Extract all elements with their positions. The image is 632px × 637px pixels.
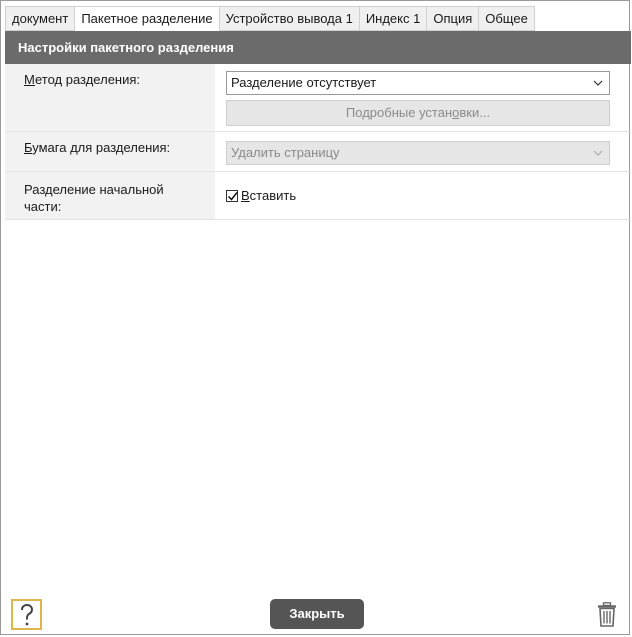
section-header: Настройки пакетного разделения xyxy=(5,31,631,64)
tab-output-device-1[interactable]: Устройство вывода 1 xyxy=(220,6,360,31)
help-button[interactable] xyxy=(11,599,42,630)
split-paper-row xyxy=(5,132,631,172)
question-mark-icon xyxy=(17,603,37,627)
checkmark-icon xyxy=(226,189,240,203)
split-paper-label xyxy=(24,139,204,156)
insert-checkbox-label[interactable] xyxy=(241,188,296,203)
chevron-down-icon xyxy=(591,72,605,94)
tab-general[interactable]: Общее xyxy=(479,6,535,31)
start-split-label: Разделение начальной части: xyxy=(24,182,164,214)
tab-index-1[interactable]: Индекс 1 xyxy=(360,6,428,31)
label-cell xyxy=(5,64,215,131)
chevron-down-icon xyxy=(591,142,605,164)
close-button[interactable]: Закрыть xyxy=(270,599,364,629)
split-paper-value: Удалить страницу xyxy=(231,145,340,160)
label-cell xyxy=(5,172,215,219)
insert-checkbox[interactable] xyxy=(226,190,238,202)
split-method-select[interactable] xyxy=(226,71,610,95)
split-method-value: Разделение отсутствует xyxy=(231,75,377,90)
tab-option[interactable]: Опция xyxy=(427,6,479,31)
details-accesskey: о xyxy=(452,105,460,120)
split-paper-label-text: умага для разделения: xyxy=(32,140,171,155)
tab-bar xyxy=(5,6,535,31)
split-method-row xyxy=(5,64,631,132)
split-method-label-accesskey: М xyxy=(24,72,35,87)
trash-icon[interactable] xyxy=(597,602,617,627)
insert-accesskey: В xyxy=(241,188,250,203)
split-paper-label-accesskey: Б xyxy=(24,140,33,155)
split-method-label-text: етод разделения: xyxy=(34,72,141,87)
label-cell xyxy=(5,132,215,171)
tab-batch-split[interactable]: Пакетное разделение xyxy=(75,6,219,32)
details-settings-button[interactable] xyxy=(226,100,610,126)
insert-label-text: ставить xyxy=(249,188,297,203)
split-paper-select[interactable] xyxy=(226,141,610,165)
tab-document[interactable]: документ xyxy=(5,6,75,31)
insert-checkbox-wrap[interactable] xyxy=(226,188,296,203)
split-method-label xyxy=(24,71,204,88)
details-text-suffix: вки... xyxy=(459,105,491,120)
start-split-row xyxy=(5,172,631,220)
details-text-prefix: Подробные устан xyxy=(345,105,453,120)
